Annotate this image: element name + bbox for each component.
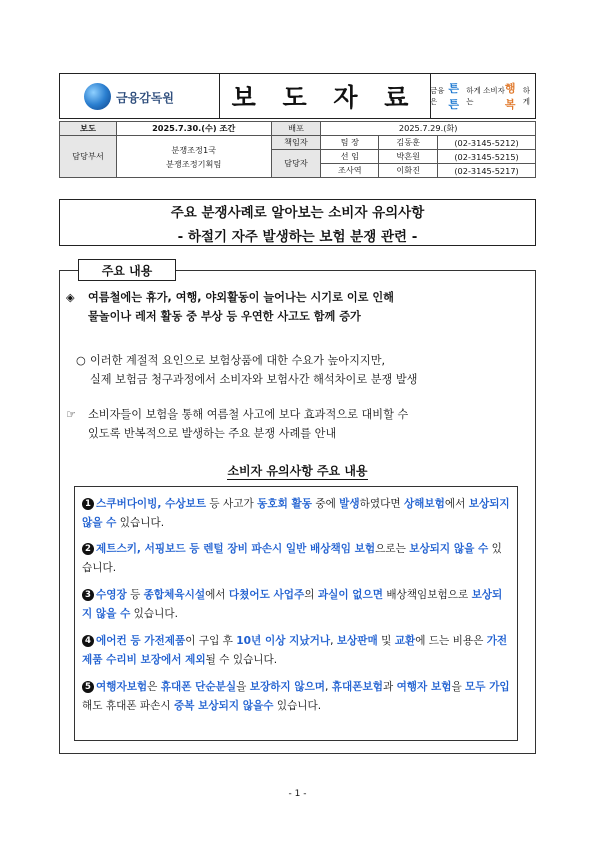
summary-point-2 [76, 351, 532, 389]
note-emphasis: 가전제품 수리비 보장에서 제외 [82, 635, 508, 666]
point-text: 물놀이나 레저 활동 중 부상 등 우연한 사고도 함께 증가 [88, 310, 361, 323]
note-emphasis: 보상되지 않을 수 [409, 543, 489, 555]
point-text: 실제 보험금 청구과정에서 소비자와 보험사간 해석차이로 분쟁 발생 [90, 373, 418, 386]
note-item [82, 678, 512, 716]
note-text: 중에 [311, 498, 340, 510]
number-badge: 1 [82, 498, 94, 510]
summary-point-1 [66, 288, 528, 326]
note-emphasis: 에어컨 등 가전제품 [96, 635, 186, 647]
contact-row [60, 136, 536, 150]
note-emphasis: 10년 이상 지났거나 [236, 635, 331, 647]
note-emphasis: 모두 가입 [465, 681, 510, 693]
number-badge: 5 [82, 681, 94, 693]
contact-title: 팀 장 [321, 136, 379, 150]
note-emphasis: 보장하지 않으며 [249, 681, 326, 693]
note-text: 등 사고가 [206, 498, 258, 510]
note-emphasis: 종합체육시설 [143, 589, 206, 601]
note-text: 등 [126, 589, 144, 601]
contact-phone: (02-3145-5217) [438, 164, 536, 178]
circle-bullet-icon: ○ [76, 354, 86, 367]
note-text: 있습니다. [273, 700, 322, 712]
press-header [59, 73, 536, 119]
doc-title: 보 도 자 료 [231, 83, 418, 112]
resp-label: 책임자 [271, 136, 321, 150]
point-text: 소비자들이 보험을 통해 여름철 사고에 보다 효과적으로 대비할 수 [88, 408, 409, 421]
slogan-emphasis: 튼튼 [448, 82, 459, 111]
note-emphasis: 제트스키, 서핑보드 등 렌털 장비 파손시 일반 배상책임 보험 [96, 543, 376, 555]
headline-box [59, 199, 536, 246]
page-number: - 1 - [288, 789, 307, 799]
dept-label: 담당부서 [60, 136, 117, 178]
note-text: 과 [382, 681, 397, 693]
note-item [82, 495, 512, 533]
contact-phone: (02-3145-5215) [438, 150, 536, 164]
slogan-text: 하게 [522, 86, 531, 106]
slogan-text: 하게 소비자는 [466, 86, 505, 106]
note-text: 될 수 있습니다. [205, 654, 278, 666]
dist-value: 2025.7.29.(화) [321, 122, 536, 136]
contact-name: 이화진 [379, 164, 438, 178]
fss-logo-icon [84, 83, 111, 110]
release-label: 보도 [60, 122, 117, 136]
note-text: 에서 [205, 589, 229, 601]
diamond-bullet-icon: ◈ [66, 291, 75, 304]
title-cell [219, 74, 431, 118]
note-emphasis: 스쿠버다이빙, 수상보트 [96, 498, 207, 510]
dist-label: 배포 [271, 122, 321, 136]
release-info-table [59, 121, 536, 178]
note-text: 및 [377, 635, 395, 647]
note-text: 은 [147, 681, 161, 693]
slogan-text: 금융은 [429, 86, 445, 106]
note-item [82, 540, 512, 578]
note-text: , [325, 681, 332, 693]
note-emphasis: 중복 보상되지 않을수 [173, 700, 274, 712]
contact-name: 김동훈 [379, 136, 438, 150]
note-text: 으로는 [375, 543, 410, 555]
contact-title: 조사역 [321, 164, 379, 178]
point-text: 여름철에는 휴가, 여행, 야외활동이 늘어나는 시기로 이로 인해 [88, 291, 394, 304]
notes-heading-text: 소비자 유의사항 주요 내용 [227, 464, 368, 478]
note-text: , [330, 635, 337, 647]
logo-cell [60, 74, 220, 118]
note-text: 에 드는 비용은 [415, 635, 487, 647]
headline: 주요 분쟁사례로 알아보는 소비자 유의사항 [170, 204, 425, 221]
note-emphasis: 보상판매 [336, 635, 378, 647]
note-emphasis: 여행자 보험 [396, 681, 452, 693]
subheadline: - 하절기 자주 발생하는 보험 분쟁 관련 - [177, 228, 418, 245]
note-emphasis: 보상되지 않을 수 [82, 589, 503, 620]
note-text: 이 구입 후 [185, 635, 237, 647]
org-name: 금융감독원 [116, 91, 174, 105]
note-text: 을 [451, 681, 466, 693]
note-item [82, 632, 512, 670]
slogan-emphasis: 행복 [504, 82, 516, 111]
note-emphasis: 과실이 없으면 [317, 589, 383, 601]
release-value: 2025.7.30.(수) 조간 [116, 122, 271, 136]
point-text: 이러한 계절적 요인으로 보험상품에 대한 수요가 높아지지만, [90, 354, 386, 367]
note-emphasis: 수영장 [96, 589, 127, 601]
number-badge: 2 [82, 543, 94, 555]
number-badge: 4 [82, 635, 94, 647]
dept-name: 분쟁조정1국 [171, 144, 217, 155]
slogan [430, 74, 535, 118]
notes-heading [0, 462, 595, 479]
note-text: 을 [236, 681, 250, 693]
note-text: 에서 [444, 498, 469, 510]
note-text: 있습니다. [116, 517, 165, 529]
notes-box [74, 486, 518, 741]
note-emphasis: 교환 [394, 635, 416, 647]
contact-name: 박흔원 [379, 150, 438, 164]
pointing-hand-icon: ☞ [66, 408, 77, 421]
note-emphasis: 여행자보험 [96, 681, 148, 693]
note-emphasis: 휴대폰 단순분실 [160, 681, 237, 693]
note-text: 의 [304, 589, 318, 601]
note-text: 하였다면 [359, 498, 404, 510]
summary-tag: 주요 내용 [78, 259, 176, 281]
note-emphasis: 상해보험 [403, 498, 445, 510]
note-emphasis: 보상되지 않을 수 [82, 498, 510, 529]
summary-point-3 [66, 405, 532, 443]
note-text: 있습니다. [130, 608, 178, 620]
dept-cell [116, 136, 271, 178]
note-item [82, 586, 512, 624]
point-text: 있도록 반복적으로 발생하는 주요 분쟁 사례를 안내 [88, 427, 337, 440]
note-text: 배상책임보험으로 [382, 589, 472, 601]
team-name: 분쟁조정기획팀 [166, 158, 222, 169]
note-text: 있습니다. [82, 543, 502, 574]
note-emphasis: 휴대폰보험 [331, 681, 383, 693]
note-emphasis: 다쳤어도 사업주 [228, 589, 305, 601]
staff-label: 담당자 [271, 150, 321, 178]
contact-title: 선 임 [321, 150, 379, 164]
note-emphasis: 발생 [339, 498, 360, 510]
contact-phone: (02-3145-5212) [438, 136, 536, 150]
number-badge: 3 [82, 589, 94, 601]
release-row [60, 122, 536, 136]
note-text: 해도 휴대폰 파손시 [82, 700, 174, 712]
note-emphasis: 동호회 활동 [257, 498, 312, 510]
